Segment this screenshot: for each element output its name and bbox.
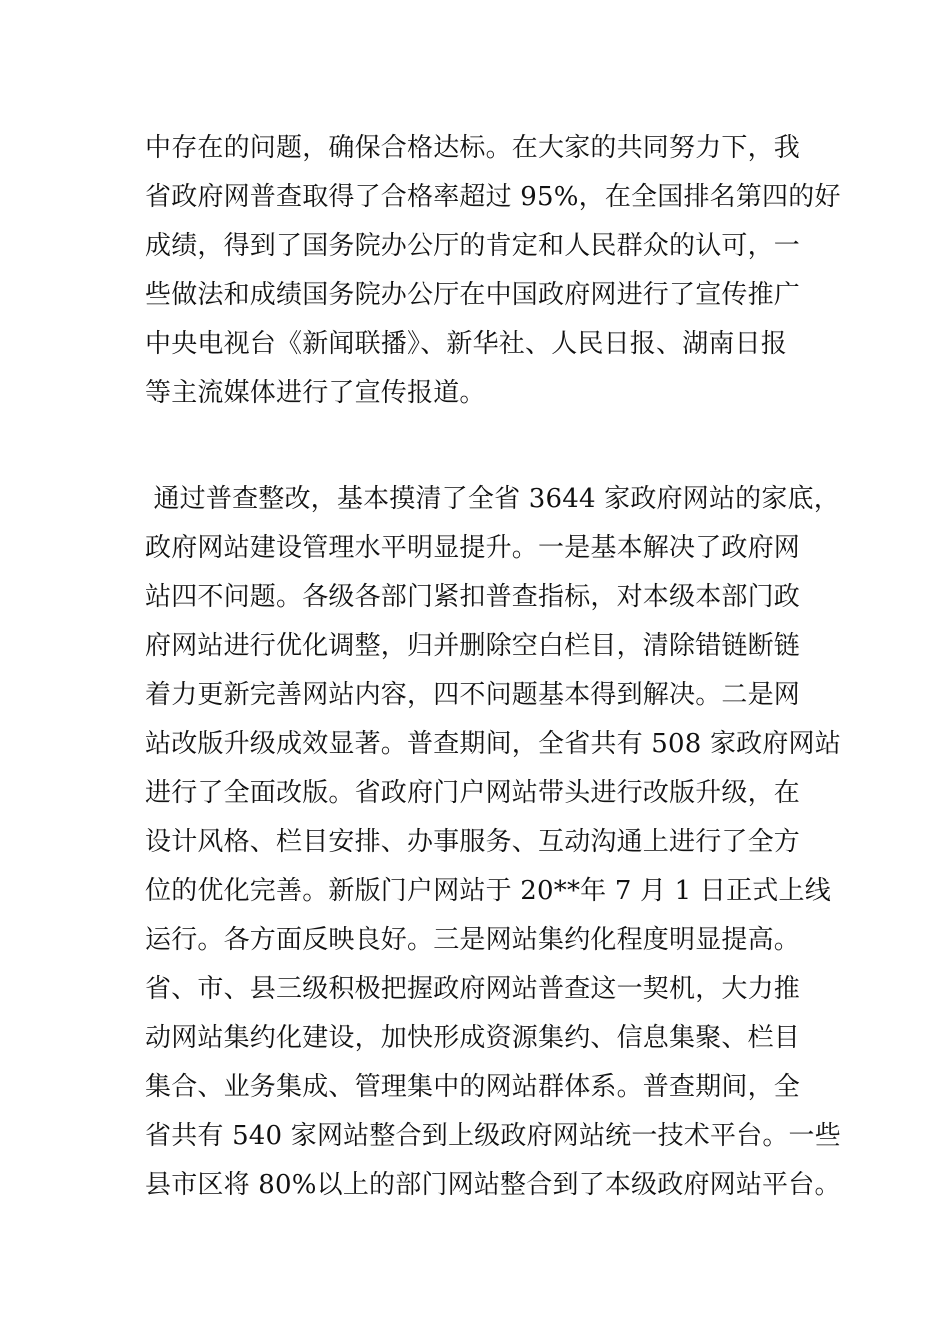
text-line: 着力更新完善网站内容，四不问题基本得到解决。二是网 — [145, 680, 801, 710]
text-line: 进行了全面改版。省政府门户网站带头进行改版升级，在 — [145, 778, 801, 808]
text-line: 中央电视台《新闻联播》、新华社、人民日报、湖南日报 — [145, 329, 788, 359]
text-line: 通过普查整改，基本摸清了全省 3644 家政府网站的家底， — [145, 484, 840, 514]
text-line: 等主流媒体进行了宣传报道。 — [145, 378, 486, 408]
paragraph-2 — [145, 475, 841, 1210]
text-line: 省、市、县三级积极把握政府网站普查这一契机，大力推 — [145, 974, 801, 1004]
text-line: 省政府网普查取得了合格率超过 95%，在全国排名第四的好 — [145, 182, 841, 212]
text-line: 些做法和成绩国务院办公厅在中国政府网进行了宣传推广 — [145, 280, 801, 310]
text-line: 府网站进行优化调整，归并删除空白栏目，清除错链断链 — [145, 631, 801, 661]
text-line: 中存在的问题，确保合格达标。在大家的共同努力下，我 — [145, 133, 801, 163]
text-line: 动网站集约化建设，加快形成资源集约、信息集聚、栏目 — [145, 1023, 801, 1053]
text-line: 政府网站建设管理水平明显提升。一是基本解决了政府网 — [145, 533, 801, 563]
text-line: 位的优化完善。新版门户网站于 20**年 7 月 1 日正式上线 — [145, 876, 831, 906]
text-line: 县市区将 80%以上的部门网站整合到了本级政府网站平台。 — [145, 1170, 841, 1200]
text-line: 站改版升级成效显著。普查期间，全省共有 508 家政府网站 — [145, 729, 841, 759]
text-line: 成绩，得到了国务院办公厅的肯定和人民群众的认可，一 — [145, 231, 801, 261]
text-line: 站四不问题。各级各部门紧扣普查指标，对本级本部门政 — [145, 582, 801, 612]
text-line: 运行。各方面反映良好。三是网站集约化程度明显提高。 — [145, 925, 801, 955]
text-line: 省共有 540 家网站整合到上级政府网站统一技术平台。一些 — [145, 1121, 841, 1151]
text-line: 设计风格、栏目安排、办事服务、互动沟通上进行了全方 — [145, 827, 801, 857]
paragraph-1 — [145, 124, 841, 418]
text-line: 集合、业务集成、管理集中的网站群体系。普查期间，全 — [145, 1072, 801, 1102]
